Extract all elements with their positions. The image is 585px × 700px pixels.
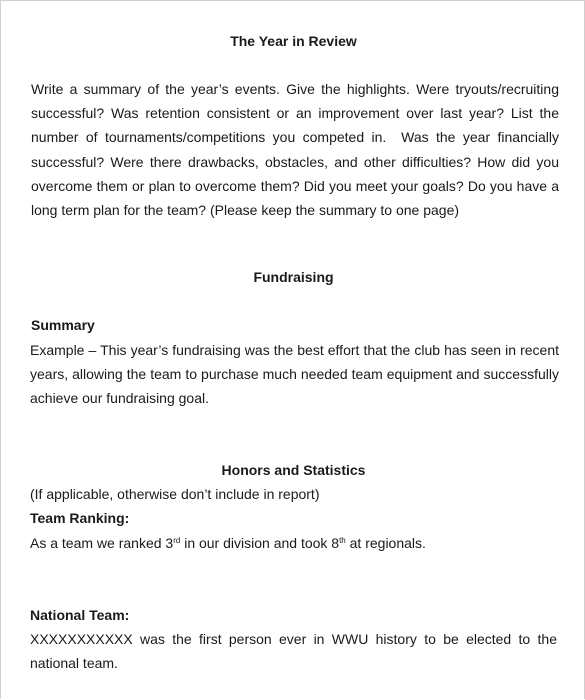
year-in-review-paragraph: Write a summary of the year’s events. Give the highlights. Were tryouts/recruiting successful? Was retention consistent or an improvement over last year? List the number of tournaments/competitions you competed in. Was the year financially successful? Were there drawbacks, obstacles, and other difficulties? How did you overcome them or plan to overcome them? Did you meet your goals? Do you have a long term plan for the team? (Please keep the summary to one page) — [31, 81, 559, 219]
regionals-ordinal-suffix: th — [339, 536, 346, 545]
ranking-ordinal-suffix: rd — [173, 536, 181, 545]
fundraising-heading: Fundraising — [253, 269, 334, 285]
team-ranking-label: Team Ranking: — [30, 510, 130, 526]
team-ranking-text — [30, 535, 426, 551]
national-team-paragraph: XXXXXXXXXXX was the first person ever in WWU history to be elected to the national team. — [30, 631, 557, 672]
ranking-text-start: As a team we ranked 3 — [30, 535, 174, 551]
ranking-text-middle: in our division and took 8 — [180, 535, 340, 551]
national-team-label: National Team: — [30, 607, 130, 623]
honors-applicability-note: (If applicable, otherwise don’t include in report) — [30, 486, 320, 502]
year-in-review-heading: The Year in Review — [230, 33, 357, 49]
ranking-text-end: at regionals. — [345, 535, 426, 551]
honors-and-statistics-heading: Honors and Statistics — [221, 462, 366, 478]
fundraising-summary-paragraph: Example – This year’s fundraising was the best effort that the club has seen in recent years, allowing the team to purchase much needed team equipment and successfully achieve our fundraising goal. — [30, 342, 559, 407]
summary-label: Summary — [31, 317, 95, 333]
